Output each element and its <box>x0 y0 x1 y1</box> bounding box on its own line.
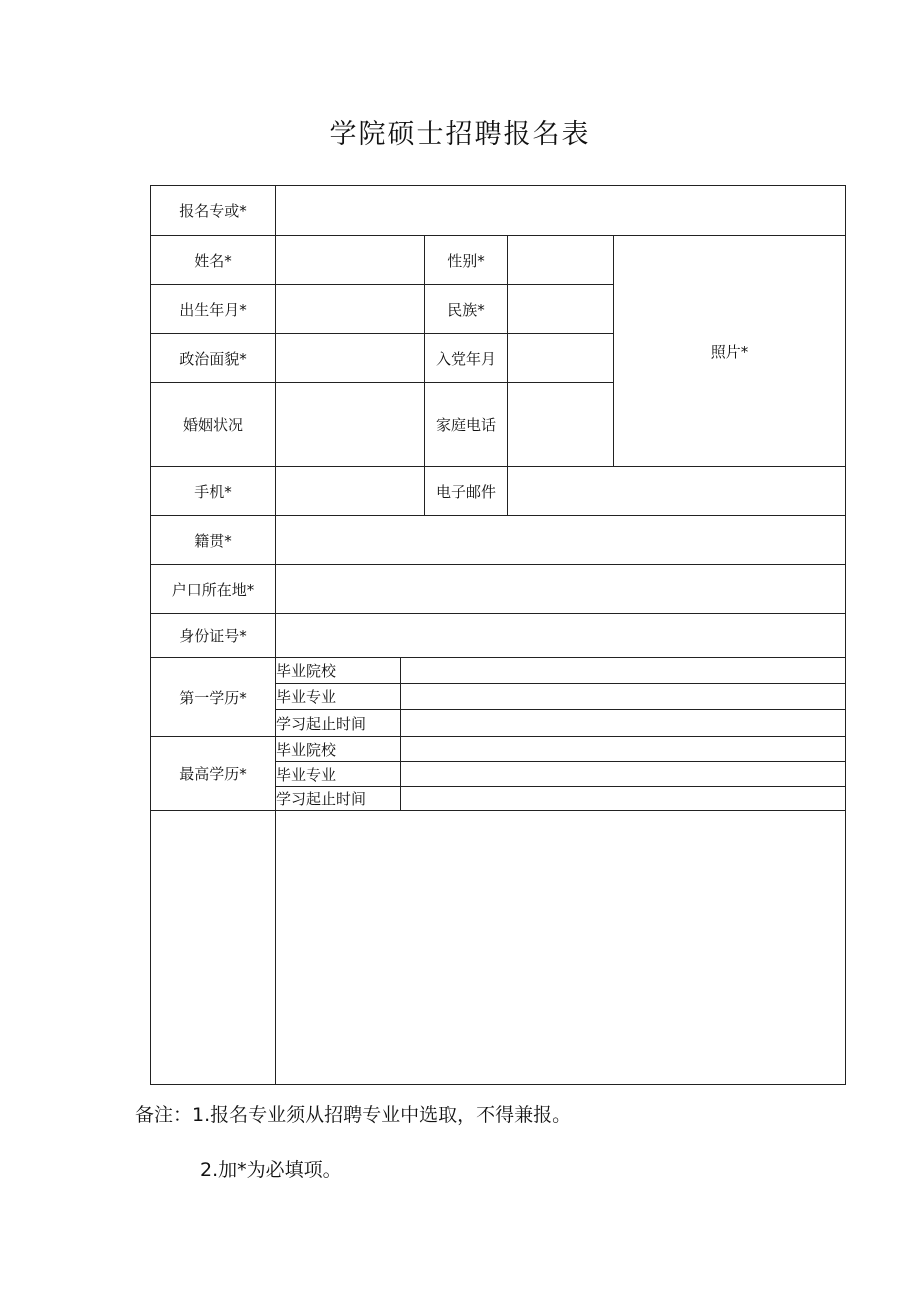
notes-line-2: 2.加*为必填项。 <box>200 1159 342 1181</box>
gender-label: 性别* <box>425 236 508 285</box>
first-degree-major-label: 毕业专业 <box>276 684 401 710</box>
marital-label: 婚姻状况 <box>151 383 276 467</box>
row-blank-area <box>151 811 846 1085</box>
hukou-field[interactable] <box>276 565 846 614</box>
email-label: 电子邮件 <box>425 467 508 516</box>
birth-label: 出生年月* <box>151 285 276 334</box>
row-mobile <box>151 467 846 516</box>
ethnicity-label: 民族* <box>425 285 508 334</box>
ethnicity-field[interactable] <box>508 285 614 334</box>
highest-degree-major-field[interactable] <box>401 762 846 787</box>
page-title: 学院硕士招聘报名表 <box>329 119 591 150</box>
first-degree-period-field[interactable] <box>401 710 846 737</box>
notes-line-1: 备注：1.报名专业须从招聘专业中选取，不得兼报。 <box>135 1104 572 1126</box>
gender-field[interactable] <box>508 236 614 285</box>
row-native-place <box>151 516 846 565</box>
application-form-table <box>150 185 846 1085</box>
row-major <box>151 186 846 236</box>
mobile-label: 手机* <box>151 467 276 516</box>
home-phone-field[interactable] <box>508 383 614 467</box>
blank-area-label-cell <box>151 811 276 1085</box>
row-hukou <box>151 565 846 614</box>
highest-degree-school-label: 毕业院校 <box>276 737 401 762</box>
first-degree-school-label: 毕业院校 <box>276 658 401 684</box>
hukou-label: 户口所在地* <box>151 565 276 614</box>
row-name <box>151 236 846 285</box>
major-field[interactable] <box>276 186 846 236</box>
first-degree-school-field[interactable] <box>401 658 846 684</box>
id-number-label: 身份证号* <box>151 614 276 658</box>
row-highest-degree-school <box>151 737 846 762</box>
party-date-field[interactable] <box>508 334 614 383</box>
name-field[interactable] <box>276 236 425 285</box>
first-degree-period-label: 学习起止时间 <box>276 710 401 737</box>
highest-degree-label: 最高学历* <box>151 737 276 811</box>
birth-field[interactable] <box>276 285 425 334</box>
blank-area-field[interactable] <box>276 811 846 1085</box>
highest-degree-period-field[interactable] <box>401 787 846 811</box>
marital-field[interactable] <box>276 383 425 467</box>
political-label: 政治面貌* <box>151 334 276 383</box>
home-phone-label: 家庭电话 <box>425 383 508 467</box>
highest-degree-major-label: 毕业专业 <box>276 762 401 787</box>
first-degree-major-field[interactable] <box>401 684 846 710</box>
highest-degree-school-field[interactable] <box>401 737 846 762</box>
id-number-field[interactable] <box>276 614 846 658</box>
name-label: 姓名* <box>151 236 276 285</box>
party-date-label: 入党年月 <box>425 334 508 383</box>
row-id-number <box>151 614 846 658</box>
email-field[interactable] <box>508 467 846 516</box>
highest-degree-period-label: 学习起止时间 <box>276 787 401 811</box>
political-field[interactable] <box>276 334 425 383</box>
major-label: 报名专或* <box>151 186 276 236</box>
native-place-field[interactable] <box>276 516 846 565</box>
row-first-degree-school <box>151 658 846 684</box>
first-degree-label: 第一学历* <box>151 658 276 737</box>
mobile-field[interactable] <box>276 467 425 516</box>
photo-box[interactable]: 照片* <box>614 236 846 467</box>
native-place-label: 籍贯* <box>151 516 276 565</box>
